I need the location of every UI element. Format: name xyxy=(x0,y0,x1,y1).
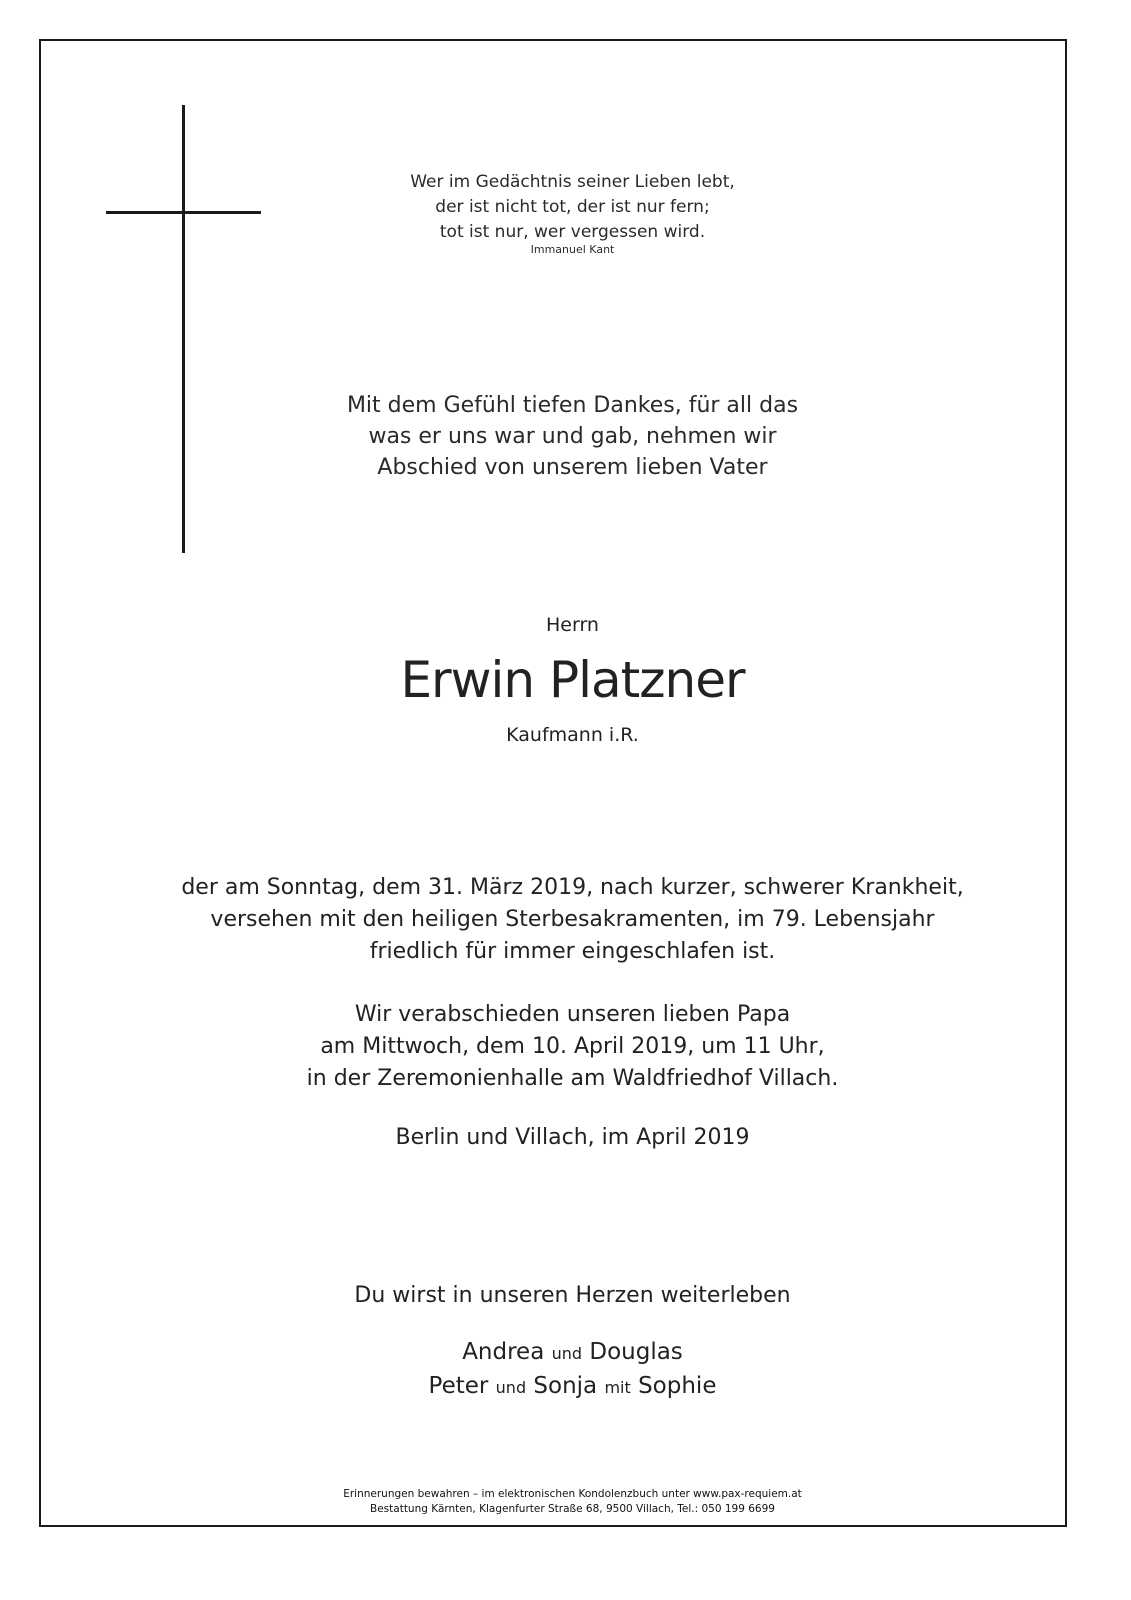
conjunction: und xyxy=(495,1378,527,1397)
farewell-text: Du wirst in unseren Herzen weiterleben xyxy=(354,1283,791,1308)
place-date-text: Berlin und Villach, im April 2019 xyxy=(395,1125,750,1150)
mourner-name: Andrea xyxy=(462,1339,545,1365)
quote-line: tot ist nur, wer vergessen wird. xyxy=(439,222,706,242)
memorial-quote xyxy=(0,170,1131,257)
mourners-list xyxy=(0,1336,1131,1404)
intro-line: Abschied von unserem lieben Vater xyxy=(377,455,768,480)
footer-line: Bestattung Kärnten, Klagenfurter Straße 68, 9500 Villach, Tel.: 050 199 6699 xyxy=(370,1503,775,1515)
footer-line: Erinnerungen bewahren – im elektronischen Kondolenzbuch unter www.pax-requiem.at xyxy=(343,1488,802,1500)
intro-line: was er uns war und gab, nehmen wir xyxy=(368,424,777,449)
mourner-name: Sophie xyxy=(638,1373,717,1399)
quote-line: Wer im Gedächtnis seiner Lieben lebt, xyxy=(410,172,735,192)
mourner-name: Peter xyxy=(428,1373,489,1399)
footer xyxy=(0,1487,1131,1517)
farewell-line xyxy=(0,1280,1131,1312)
death-notice-line: der am Sonntag, dem 31. März 2019, nach kurzer, schwerer Krankheit, xyxy=(181,875,964,900)
funeral-info xyxy=(0,999,1131,1095)
death-notice xyxy=(0,872,1131,968)
deceased-occupation xyxy=(0,722,1131,748)
deceased-name xyxy=(0,648,1131,712)
death-notice-line: versehen mit den heiligen Sterbesakramenten, im 79. Lebensjahr xyxy=(210,907,935,932)
mourner-name: Douglas xyxy=(589,1339,683,1365)
place-and-date xyxy=(0,1122,1131,1154)
salutation xyxy=(0,612,1131,638)
conjunction: und xyxy=(551,1344,583,1363)
conjunction: mit xyxy=(604,1378,631,1397)
death-notice-line: friedlich für immer eingeschlafen ist. xyxy=(369,939,776,964)
mourners-line-1 xyxy=(14,1336,1131,1370)
occupation-text: Kaufmann i.R. xyxy=(506,724,639,746)
salutation-text: Herrn xyxy=(546,614,599,636)
mourner-name: Sonja xyxy=(533,1373,598,1399)
funeral-line: am Mittwoch, dem 10. April 2019, um 11 Uhr, xyxy=(320,1034,825,1059)
mourners-line-2 xyxy=(14,1370,1131,1404)
funeral-line: in der Zeremonienhalle am Waldfriedhof Villach. xyxy=(306,1066,839,1091)
intro-line: Mit dem Gefühl tiefen Dankes, für all das xyxy=(346,393,799,418)
intro-text xyxy=(0,390,1131,483)
deceased-name-text: Erwin Platzner xyxy=(400,651,745,709)
quote-author: Immanuel Kant xyxy=(530,243,615,256)
funeral-line: Wir verabschieden unseren lieben Papa xyxy=(354,1002,791,1027)
quote-line: der ist nicht tot, der ist nur fern; xyxy=(435,197,710,217)
